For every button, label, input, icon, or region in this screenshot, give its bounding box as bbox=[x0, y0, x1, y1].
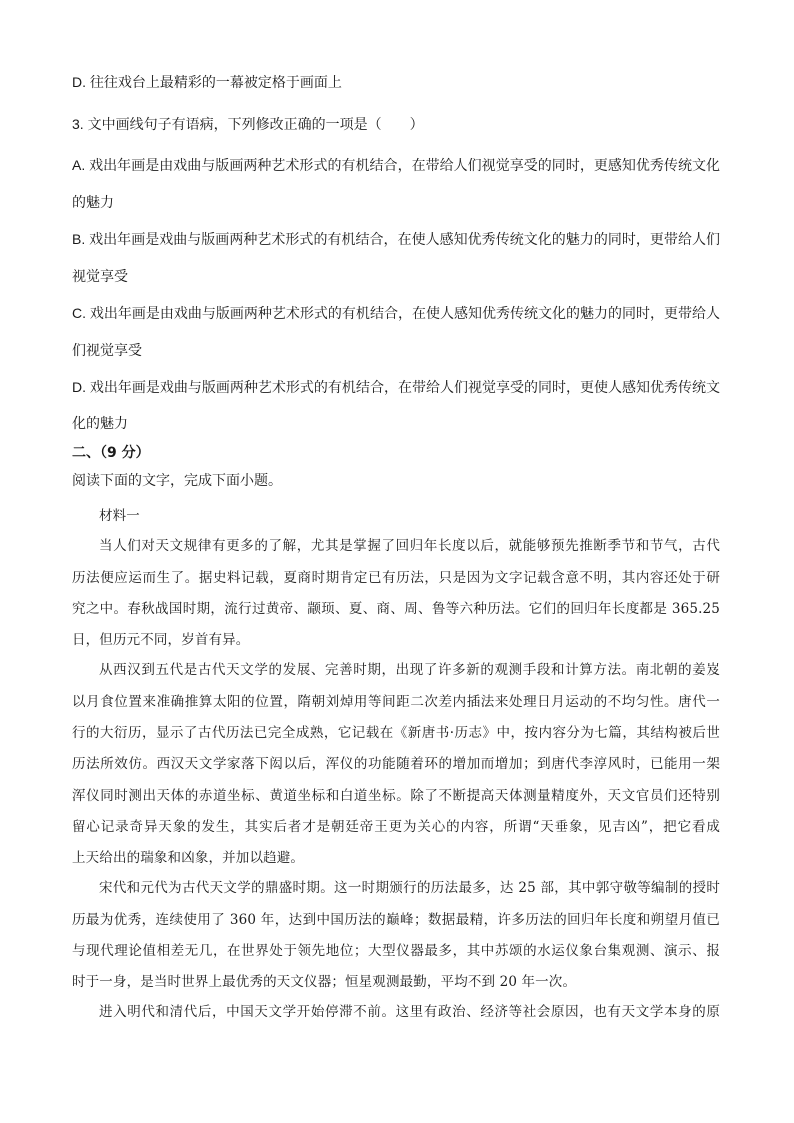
material1-p2-line7: 上天给出的瑞象和凶象，并加以趋避。 bbox=[72, 850, 305, 866]
q3-option-d-line1: D. 戏出年画是戏曲与版画两种艺术形式的有机结合，在带给人们视觉享受的同时，更使人感知优秀传统文 bbox=[72, 379, 720, 395]
q3-option-d-line2: 化的魅力 bbox=[72, 415, 128, 431]
material1-p2-line6: 留心记录奇异天象的发生，其实后者才是朝廷帝王更为关心的内容，所谓“天垂象，见吉凶”，把它看成 bbox=[72, 819, 720, 835]
q3-option-c-line2: 们视觉享受 bbox=[72, 342, 142, 358]
q3-option-a-line2: 的魅力 bbox=[72, 194, 114, 210]
material1-p3-line3: 与现代理论值相差无几，在世界处于领先地位；大型仪器最多，其中苏颂的水运仪象台集观测、演示、报 bbox=[72, 943, 720, 959]
material1-p3-line1: 宋代和元代为古代天文学的鼎盛时期。这一时期颁行的历法最多，达 25 部，其中郭守敬等编制的授时 bbox=[99, 880, 720, 896]
material1-p2-line5: 浑仪同时测出天体的赤道坐标、黄道坐标和白道坐标。除了不断提高天体测量精度外，天文官员们还特别 bbox=[72, 788, 720, 804]
material1-p1-line3: 究之中。春秋战国时期，流行过黄帝、颛顼、夏、商、周、鲁等六种历法。它们的回归年长度都是 365.25 bbox=[72, 601, 720, 617]
q3-option-b-line2: 视觉享受 bbox=[72, 268, 128, 284]
material1-p2-line2: 以月食位置来准确推算太阳的位置，隋朝刘焯用等间距二次差内插法来处理日月运动的不均匀性。唐代一 bbox=[72, 694, 720, 710]
q2-option-d: D. 往往戏台上最精彩的一幕被定格于画面上 bbox=[72, 74, 342, 90]
material1-p3-line2: 历最为优秀，连续使用了 360 年，达到中国历法的巅峰；数据最精，许多历法的回归年长度和朔望月值已 bbox=[72, 912, 720, 928]
q3-option-a-line1: A. 戏出年画是由戏曲与版画两种艺术形式的有机结合，在带给人们视觉享受的同时，更感知优秀传统文化 bbox=[72, 157, 720, 173]
q3-option-b-line1: B. 戏出年画是戏曲与版画两种艺术形式的有机结合，在使人感知优秀传统文化的魅力的同时，更带给人们 bbox=[72, 231, 720, 247]
material1-p1-line2: 历法便应运而生了。据史料记载，夏商时期肯定已有历法，只是因为文字记载含意不明，其内容还处于研 bbox=[72, 570, 720, 586]
material1-p1-line4: 日，但历元不同，岁首有异。 bbox=[72, 632, 250, 648]
exam-page bbox=[72, 0, 720, 1123]
q3-option-c-line1: C. 戏出年画是由戏曲与版画两种艺术形式的有机结合，在使人感知优秀传统文化的魅力的同时，更带给人 bbox=[72, 305, 720, 321]
material1-p2-line3: 行的大衍历，显示了古代历法已完全成熟，它记载在《新唐书·历志》中，按内容分为七篇，其结构被后世 bbox=[72, 725, 720, 741]
material1-p3-line4: 时于一身，是当时世界上最优秀的天文仪器；恒星观测最勤，平均不到 20 年一次。 bbox=[72, 974, 577, 990]
material1-label: 材料一 bbox=[99, 508, 140, 524]
material1-p4-line1: 进入明代和清代后，中国天文学开始停滞不前。这里有政治、经济等社会原因，也有天文学本身的原 bbox=[99, 1004, 720, 1020]
material1-p2-line4: 历法所效仿。西汉天文学家落下闳以后，浑仪的功能随着环的增加而增加；到唐代李淳风时，已能用一架 bbox=[72, 756, 720, 772]
q3-stem: 3. 文中画线句子有语病，下列修改正确的一项是（ ） bbox=[72, 116, 424, 132]
material1-p1-line1: 当人们对天文规律有更多的了解，尤其是掌握了回归年长度以后，就能够预先推断季节和节气，古代 bbox=[99, 538, 720, 554]
section2-instruction: 阅读下面的文字，完成下面小题。 bbox=[72, 472, 282, 488]
section2-heading: 二、（9 分） bbox=[72, 445, 150, 461]
material1-p2-line1: 从西汉到五代是古代天文学的发展、完善时期，出现了许多新的观测手段和计算方法。南北朝的姜岌 bbox=[99, 662, 720, 678]
